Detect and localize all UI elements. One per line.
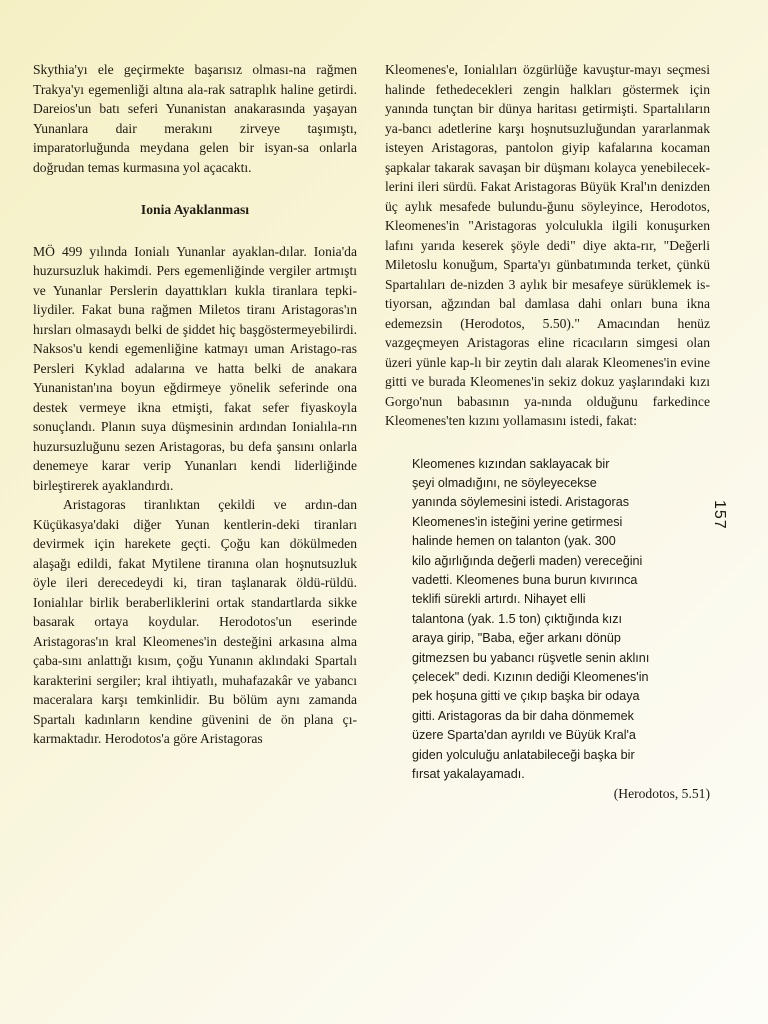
left-column (33, 60, 357, 749)
quote-line: şeyi olmadığını, ne söyleyecekse (412, 475, 597, 490)
body-paragraph: Skythia'yı ele geçirmekte başarısız olması-na rağmen Trakya'yı egemenliği altına ala-rak satraplık haline getirdi. Dareios'un batı seferi Yunanistan anakarasında yaşayan Yunanlara dair merakını zirveye taşımıştı, imparatorluğunda meydana gelen bir isyan-sa onlarla doğrudan temas kurmasına yol açacaktı. (33, 62, 357, 175)
body-paragraph: Aristagoras tiranlıktan çekildi ve ardın-dan Küçükasya'daki diğer Yunan kentlerin-deki tiranları devirmek için harekete geçti. Çoğu kan dökülmeden alaşağı edildi, fakat Mytilene tiranına olan hoşnutsuzluk öyle ileri derecedeydi ki, tiran taşlanarak öldü-rüldü. Ionialılar birlik beraberliklerini ortak standartlarda sikke basarak ortaya koydular. Herodotos'un eserinde Aristagoras'ın kral Kleomenes'in desteğini arkasına alma çaba-sını anlattığı kısım, çoğu Yunanın aklındaki Spartalı karakterini sergiler; kral ihtiyatlı, muhafazakâr ve yabancı maceralara karşı temkinlidir. Bu bölüm aynı zamanda Spartalı kadınların kendine güvenini de ön plana çı-karmaktadır. Herodotos'a göre Aristagoras (33, 497, 357, 746)
quote-line: Kleomenes'in isteğini yerine getirmesi (412, 514, 623, 529)
quote-line: fırsat yakalayamadı. (412, 767, 525, 781)
quote-line: halinde hemen on talanton (yak. 300 (412, 534, 616, 549)
quote-line: gitmezsen bu yabancı rüşvetle senin aklını (412, 650, 650, 665)
quote-line: Kleomenes kızından saklayacak bir (412, 456, 610, 471)
quote-line: teklifi sürekli artırdı. Nihayet elli (412, 592, 586, 607)
quote-line: talantona (yak. 1.5 ton) çıktığında kızı (412, 611, 623, 626)
section-heading: Ionia Ayaklanması (140, 202, 250, 217)
body-paragraph: Kleomenes'e, Ionialıları özgürlüğe kavuştur-mayı seçmesi halinde fethedecekleri zengin halkları göstermek için yanında tunçtan bir dünya haritası getirmişti. Spartalıların ya-bancı adetlerine karşı hoşnutsuzluğundan yararlanmak isteyen Aristagoras, pantolon giyip kafalarına kocaman şapkalar takarak savaşan bir düşmanı kolayca yenebilecek-lerini ileri sürdü. Fakat Aristagoras Büyük Kral'ın denizden üç aylık mesafede bulundu-ğunu söyleyince, Herodotos, Kleomenes'in "Aristagoras yolculukla ilgili konuşurken lafını yarıda keserek şöyle dedi" diye akta-rır, "Değerli Miletoslu konuğum, Sparta'yı günbatımında terket, çünkü Spartalıları de-nizden 3 aylık bir mesafeye sürüklemek is-tiyorsan, ağzından bal damlasa dahi onları buna ikna edemezsin (Herodotos, 5.50)." Amacından henüz vazgeçmeyen Aristagoras eline ricacıların simgesi olan üzeri yünle kap-lı bir zeytin dalı alarak Kleomenes'in evine gitti ve burada Kleomenes'in sekiz dokuz yaşlarındaki kızı Gorgo'nun babasının ya-nında olduğunu farkedince Kleomenes'ten kızını yollamasını istedi, fakat: (385, 62, 710, 428)
body-paragraph: MÖ 499 yılında Ionialı Yunanlar ayaklan-dılar. Ionia'da huzursuzluk hakimdi. Pers egemenliğinde vergiler artmıştı ve Yunanlar Perslerin dayattıkları kukla tiranlara tepki-liydiler. Fakat buna rağmen Miletos tiranı Aristagoras'ın hırsları olmasaydı belki de şiddet hiç başgöstermeyebilirdi. Naksos'u kendi egemenliğine katmayı uman Aristago-ras Persleri Kyklad adalarına ve hatta belki de anakara Yunanistan'ına boyun eğdirmeye yönelik seferinde ona destek vermeye ikna etmişti, fakat sefer fiyaskoyla sonuçlandı. Planın suya düşmesinin ardından Ionialıla-rın huzursuzluğunu sezen Aristagoras, bu defa şansını onlarla denemeye karar verip Yunanları kendi liderliğinde birleştirerek ayaklandırdı. (33, 243, 357, 493)
quote-citation: (Herodotos, 5.51) (613, 786, 710, 802)
quote-line: çelecek" dedi. Kızının dediği Kleomenes'in (412, 669, 649, 684)
quote-line: vadetti. Kleomenes buna burun kıvırınca (412, 572, 638, 587)
right-column (385, 60, 710, 804)
quote-line: yanında söylemesini istedi. Aristagoras (412, 495, 630, 510)
quote-line: üzere Sparta'dan ayrıldı ve Büyük Kral'a (412, 728, 636, 743)
quote-line: giden yolculuğu anlatabileceği başka bir (412, 747, 635, 762)
block-quote (412, 455, 710, 785)
quote-line: gitti. Aristagoras da bir daha dönmemek (412, 708, 634, 723)
page-number: 157 (711, 500, 728, 530)
quote-line: kilo ağırlığında değerli maden) vereceğini (412, 553, 643, 568)
quote-line: pek hoşuna gitti ve çıkıp başka bir odaya (412, 689, 640, 704)
quote-line: araya girip, "Baba, eğer arkanı dönüp (412, 631, 621, 646)
